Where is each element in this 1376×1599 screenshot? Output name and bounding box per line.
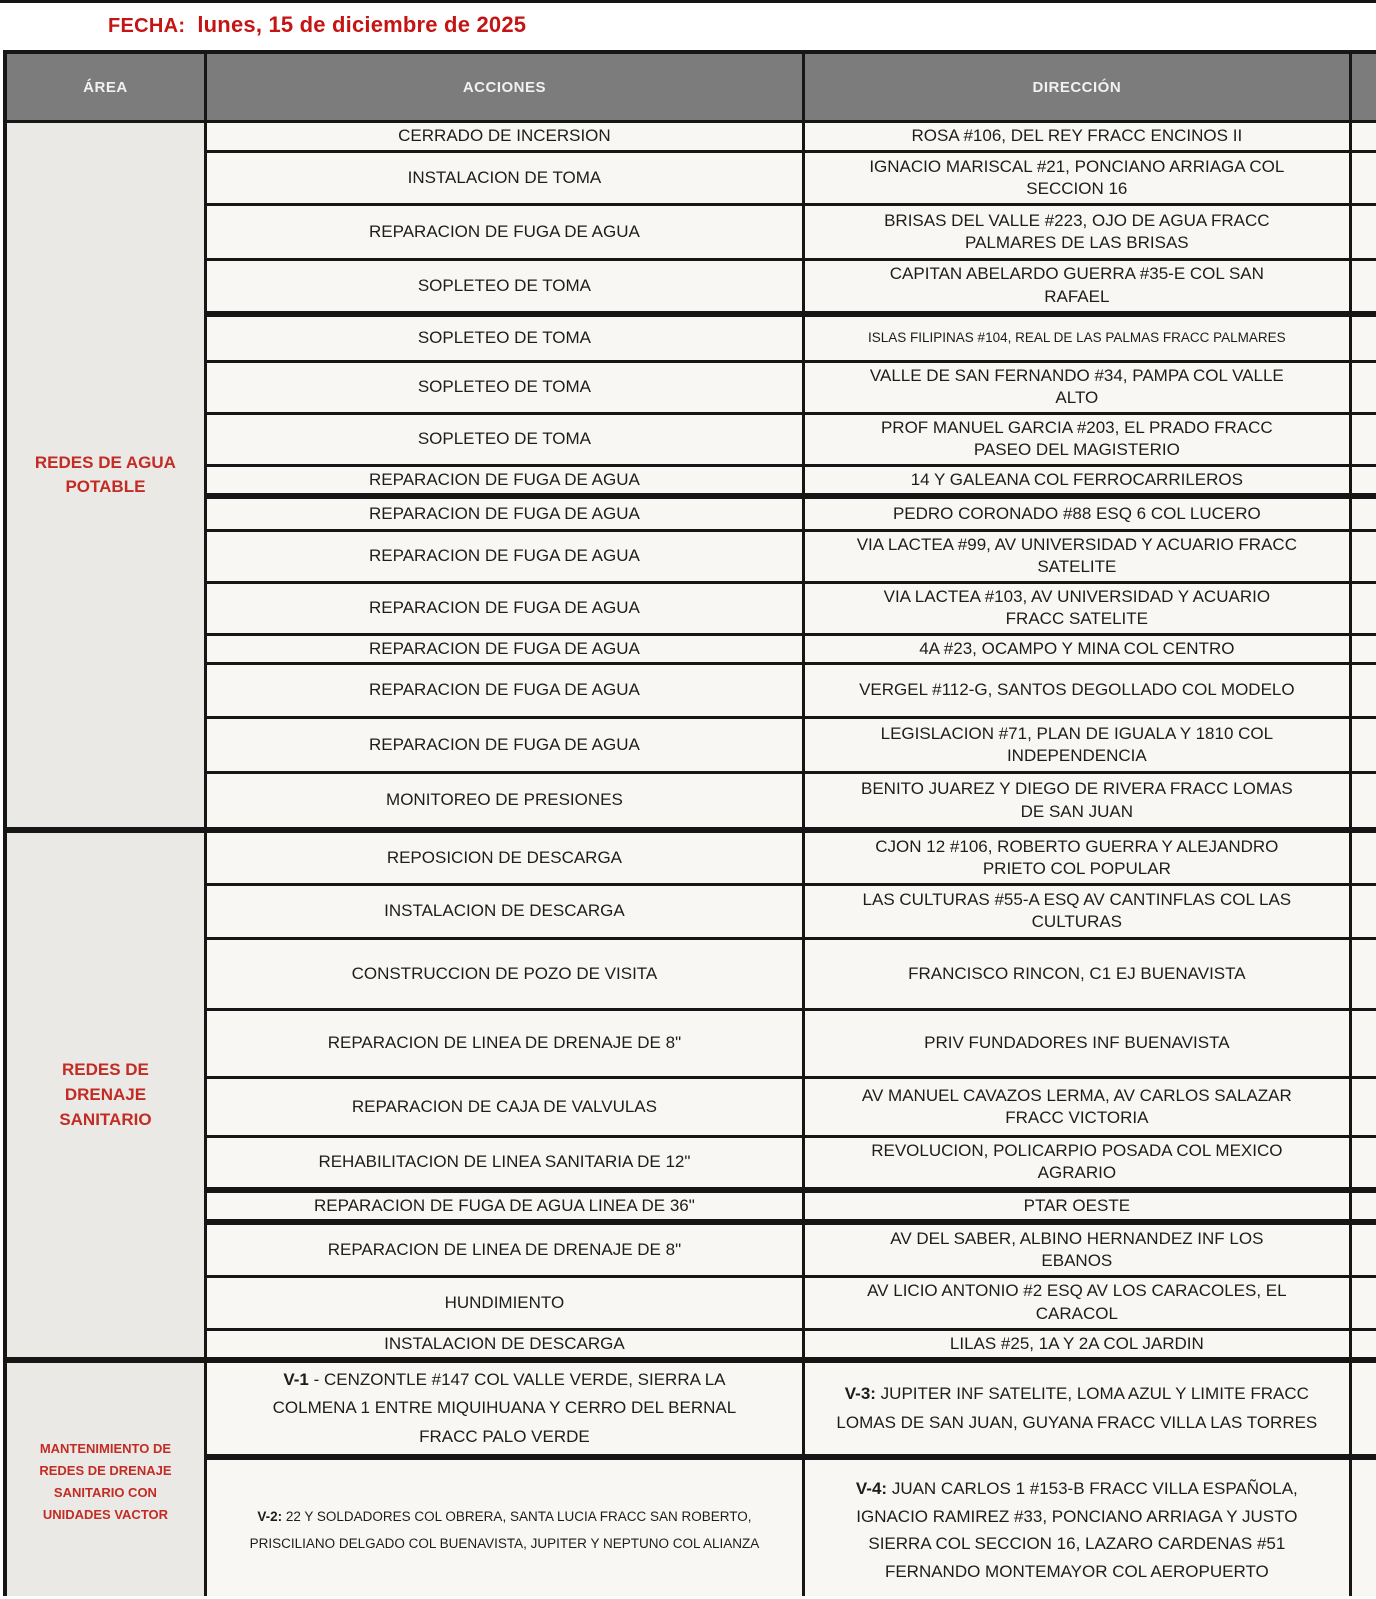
cropped-stub-cell — [1350, 1077, 1376, 1136]
cropped-stub-cell — [1350, 1222, 1376, 1276]
table-row — [5, 717, 1376, 772]
accion-cell: INSTALACION DE TOMA — [205, 152, 803, 205]
area-cell — [5, 1360, 205, 1596]
table-row — [5, 1222, 1376, 1276]
cropped-stub-cell — [1350, 830, 1376, 884]
table-row — [5, 1190, 1376, 1222]
table-row — [5, 496, 1376, 530]
column-header-acciones: ACCIONES — [205, 52, 803, 122]
accion-cell: INSTALACION DE DESCARGA — [205, 884, 803, 938]
vactor-unit-label: V-1 — [283, 1369, 309, 1389]
direccion-cell: FRANCISCO RINCON, C1 EJ BUENAVISTA — [803, 938, 1350, 1009]
table-row — [5, 830, 1376, 884]
schedule-table — [3, 50, 1376, 1596]
direccion-cell: REVOLUCION, POLICARPIO POSADA COL MEXICO AGRARIO — [803, 1136, 1350, 1189]
table-row — [5, 122, 1376, 152]
direccion-cell: VERGEL #112-G, SANTOS DEGOLLADO COL MODELO — [803, 663, 1350, 717]
direccion-cell — [803, 1360, 1350, 1457]
vactor-route-text: JUPITER INF SATELITE, LOMA AZUL Y LIMITE FRACC LOMAS DE SAN JUAN, GUYANA FRACC VILLA LAS TORRES — [836, 1384, 1318, 1432]
cropped-stub-cell — [1350, 1360, 1376, 1457]
direccion-cell: VIA LACTEA #103, AV UNIVERSIDAD Y ACUARIO FRACC SATELITE — [803, 582, 1350, 634]
direccion-cell: IGNACIO MARISCAL #21, PONCIANO ARRIAGA COL SECCION 16 — [803, 152, 1350, 205]
fecha-label: FECHA: — [108, 15, 186, 37]
accion-cell: REPARACION DE FUGA DE AGUA — [205, 465, 803, 496]
area-label: REDES DE DRENAJE SANITARIO — [59, 1060, 152, 1129]
fecha-value: lunes, 15 de diciembre de 2025 — [197, 12, 527, 37]
vactor-route-text: 22 Y SOLDADORES COL OBRERA, SANTA LUCIA FRACC SAN ROBERTO, PRISCILIANO DELGADO COL BUENAVISTA, JUPITER Y NEPTUNO COL ALIANZA — [249, 1509, 760, 1552]
cropped-stub-cell — [1350, 884, 1376, 938]
cropped-stub-cell — [1350, 496, 1376, 530]
direccion-cell: CAPITAN ABELARDO GUERRA #35-E COL SAN RAFAEL — [803, 260, 1350, 314]
table-row — [5, 530, 1376, 582]
area-cell — [5, 830, 205, 1360]
direccion-cell: LILAS #25, 1A Y 2A COL JARDIN — [803, 1329, 1350, 1360]
accion-cell: REPARACION DE FUGA DE AGUA — [205, 496, 803, 530]
direccion-cell: AV DEL SABER, ALBINO HERNANDEZ INF LOS EBANOS — [803, 1222, 1350, 1276]
table-row — [5, 362, 1376, 414]
accion-cell: REPARACION DE FUGA DE AGUA — [205, 530, 803, 582]
direccion-cell: PROF MANUEL GARCIA #203, EL PRADO FRACC PASEO DEL MAGISTERIO — [803, 413, 1350, 465]
cropped-stub-cell — [1350, 663, 1376, 717]
vactor-route-text: JUAN CARLOS 1 #153-B FRACC VILLA ESPAÑOLA, IGNACIO RAMIREZ #33, PONCIANO ARRIAGA Y JUSTO SIERRA COL SECCION 16, LAZARO CARDENAS #51 FERNANDO MONTEMAYOR COL AEROPUERTO — [856, 1479, 1298, 1581]
accion-cell — [205, 1457, 803, 1596]
accion-cell: HUNDIMIENTO — [205, 1276, 803, 1329]
vactor-unit-label: V-4: — [855, 1479, 888, 1499]
table-row — [5, 205, 1376, 260]
area-label: REDES DE AGUA POTABLE — [34, 452, 176, 497]
cropped-stub-cell — [1350, 1276, 1376, 1329]
cropped-stub-cell — [1350, 413, 1376, 465]
column-header-cropped-stub — [1350, 52, 1376, 122]
accion-cell: REPARACION DE FUGA DE AGUA LINEA DE 36" — [205, 1190, 803, 1222]
direccion-cell: LAS CULTURAS #55-A ESQ AV CANTINFLAS COL LAS CULTURAS — [803, 884, 1350, 938]
accion-cell: SOPLETEO DE TOMA — [205, 362, 803, 414]
table-row — [5, 1360, 1376, 1457]
schedule-table-container — [3, 50, 1376, 1596]
cropped-stub-cell — [1350, 1136, 1376, 1189]
table-row — [5, 413, 1376, 465]
column-header-direccion: DIRECCIÓN — [803, 52, 1350, 122]
accion-cell: REPARACION DE LINEA DE DRENAJE DE 8" — [205, 1222, 803, 1276]
table-row — [5, 1329, 1376, 1360]
cropped-stub-cell — [1350, 1329, 1376, 1360]
cropped-stub-cell — [1350, 938, 1376, 1009]
accion-cell: REPARACION DE FUGA DE AGUA — [205, 717, 803, 772]
accion-cell: REPARACION DE FUGA DE AGUA — [205, 634, 803, 663]
cropped-stub-cell — [1350, 260, 1376, 314]
table-row — [5, 314, 1376, 362]
page-top-edge-line — [0, 0, 1376, 3]
accion-cell: REPARACION DE FUGA DE AGUA — [205, 582, 803, 634]
cropped-stub-cell — [1350, 362, 1376, 414]
table-row — [5, 663, 1376, 717]
cropped-stub-cell — [1350, 717, 1376, 772]
table-header-row — [5, 52, 1376, 122]
cropped-stub-cell — [1350, 530, 1376, 582]
table-row — [5, 152, 1376, 205]
accion-cell: REPARACION DE LINEA DE DRENAJE DE 8" — [205, 1009, 803, 1077]
accion-cell: SOPLETEO DE TOMA — [205, 260, 803, 314]
accion-cell: SOPLETEO DE TOMA — [205, 314, 803, 362]
direccion-cell: AV LICIO ANTONIO #2 ESQ AV LOS CARACOLES, EL CARACOL — [803, 1276, 1350, 1329]
cropped-stub-cell — [1350, 122, 1376, 152]
table-row — [5, 260, 1376, 314]
cropped-stub-cell — [1350, 1457, 1376, 1596]
vactor-unit-label: V-2: — [257, 1509, 283, 1525]
table-row — [5, 938, 1376, 1009]
cropped-stub-cell — [1350, 152, 1376, 205]
table-row — [5, 634, 1376, 663]
table-row — [5, 1276, 1376, 1329]
direccion-cell: CJON 12 #106, ROBERTO GUERRA Y ALEJANDRO PRIETO COL POPULAR — [803, 830, 1350, 884]
direccion-cell — [803, 1457, 1350, 1596]
accion-cell: MONITOREO DE PRESIONES — [205, 772, 803, 830]
vactor-unit-label: V-3: — [844, 1384, 876, 1404]
cropped-stub-cell — [1350, 314, 1376, 362]
table-row — [5, 1077, 1376, 1136]
column-header-area: ÁREA — [5, 52, 205, 122]
accion-cell: REPOSICION DE DESCARGA — [205, 830, 803, 884]
cropped-stub-cell — [1350, 1190, 1376, 1222]
table-row — [5, 1136, 1376, 1189]
date-header — [108, 12, 526, 38]
direccion-cell: ISLAS FILIPINAS #104, REAL DE LAS PALMAS FRACC PALMARES — [803, 314, 1350, 362]
direccion-cell: AV MANUEL CAVAZOS LERMA, AV CARLOS SALAZAR FRACC VICTORIA — [803, 1077, 1350, 1136]
table-row — [5, 465, 1376, 496]
accion-cell: REPARACION DE CAJA DE VALVULAS — [205, 1077, 803, 1136]
area-cell — [5, 122, 205, 831]
table-row — [5, 1009, 1376, 1077]
cropped-stub-cell — [1350, 465, 1376, 496]
cropped-stub-cell — [1350, 634, 1376, 663]
vactor-route-text: - CENZONTLE #147 COL VALLE VERDE, SIERRA LA COLMENA 1 ENTRE MIQUIHUANA Y CERRO DEL BERNAL FRACC PALO VERDE — [272, 1369, 737, 1446]
direccion-cell: VALLE DE SAN FERNANDO #34, PAMPA COL VALLE ALTO — [803, 362, 1350, 414]
direccion-cell: 4A #23, OCAMPO Y MINA COL CENTRO — [803, 634, 1350, 663]
cropped-stub-cell — [1350, 582, 1376, 634]
cropped-stub-cell — [1350, 205, 1376, 260]
accion-cell: CONSTRUCCION DE POZO DE VISITA — [205, 938, 803, 1009]
direccion-cell: 14 Y GALEANA COL FERROCARRILEROS — [803, 465, 1350, 496]
accion-cell: SOPLETEO DE TOMA — [205, 413, 803, 465]
accion-cell: REPARACION DE FUGA DE AGUA — [205, 205, 803, 260]
table-row — [5, 1457, 1376, 1596]
direccion-cell: PEDRO CORONADO #88 ESQ 6 COL LUCERO — [803, 496, 1350, 530]
cropped-stub-cell — [1350, 1009, 1376, 1077]
area-label: MANTENIMIENTO DE REDES DE DRENAJE SANITARIO CON UNIDADES VACTOR — [39, 1441, 172, 1522]
accion-cell — [205, 1360, 803, 1457]
direccion-cell: BRISAS DEL VALLE #223, OJO DE AGUA FRACC PALMARES DE LAS BRISAS — [803, 205, 1350, 260]
accion-cell: REHABILITACION DE LINEA SANITARIA DE 12" — [205, 1136, 803, 1189]
accion-cell: INSTALACION DE DESCARGA — [205, 1329, 803, 1360]
direccion-cell: ROSA #106, DEL REY FRACC ENCINOS II — [803, 122, 1350, 152]
direccion-cell: PRIV FUNDADORES INF BUENAVISTA — [803, 1009, 1350, 1077]
table-row — [5, 582, 1376, 634]
table-row — [5, 772, 1376, 830]
accion-cell: REPARACION DE FUGA DE AGUA — [205, 663, 803, 717]
table-row — [5, 884, 1376, 938]
accion-cell: CERRADO DE INCERSION — [205, 122, 803, 152]
cropped-stub-cell — [1350, 772, 1376, 830]
direccion-cell: LEGISLACION #71, PLAN DE IGUALA Y 1810 COL INDEPENDENCIA — [803, 717, 1350, 772]
direccion-cell: BENITO JUAREZ Y DIEGO DE RIVERA FRACC LOMAS DE SAN JUAN — [803, 772, 1350, 830]
direccion-cell: PTAR OESTE — [803, 1190, 1350, 1222]
direccion-cell: VIA LACTEA #99, AV UNIVERSIDAD Y ACUARIO FRACC SATELITE — [803, 530, 1350, 582]
